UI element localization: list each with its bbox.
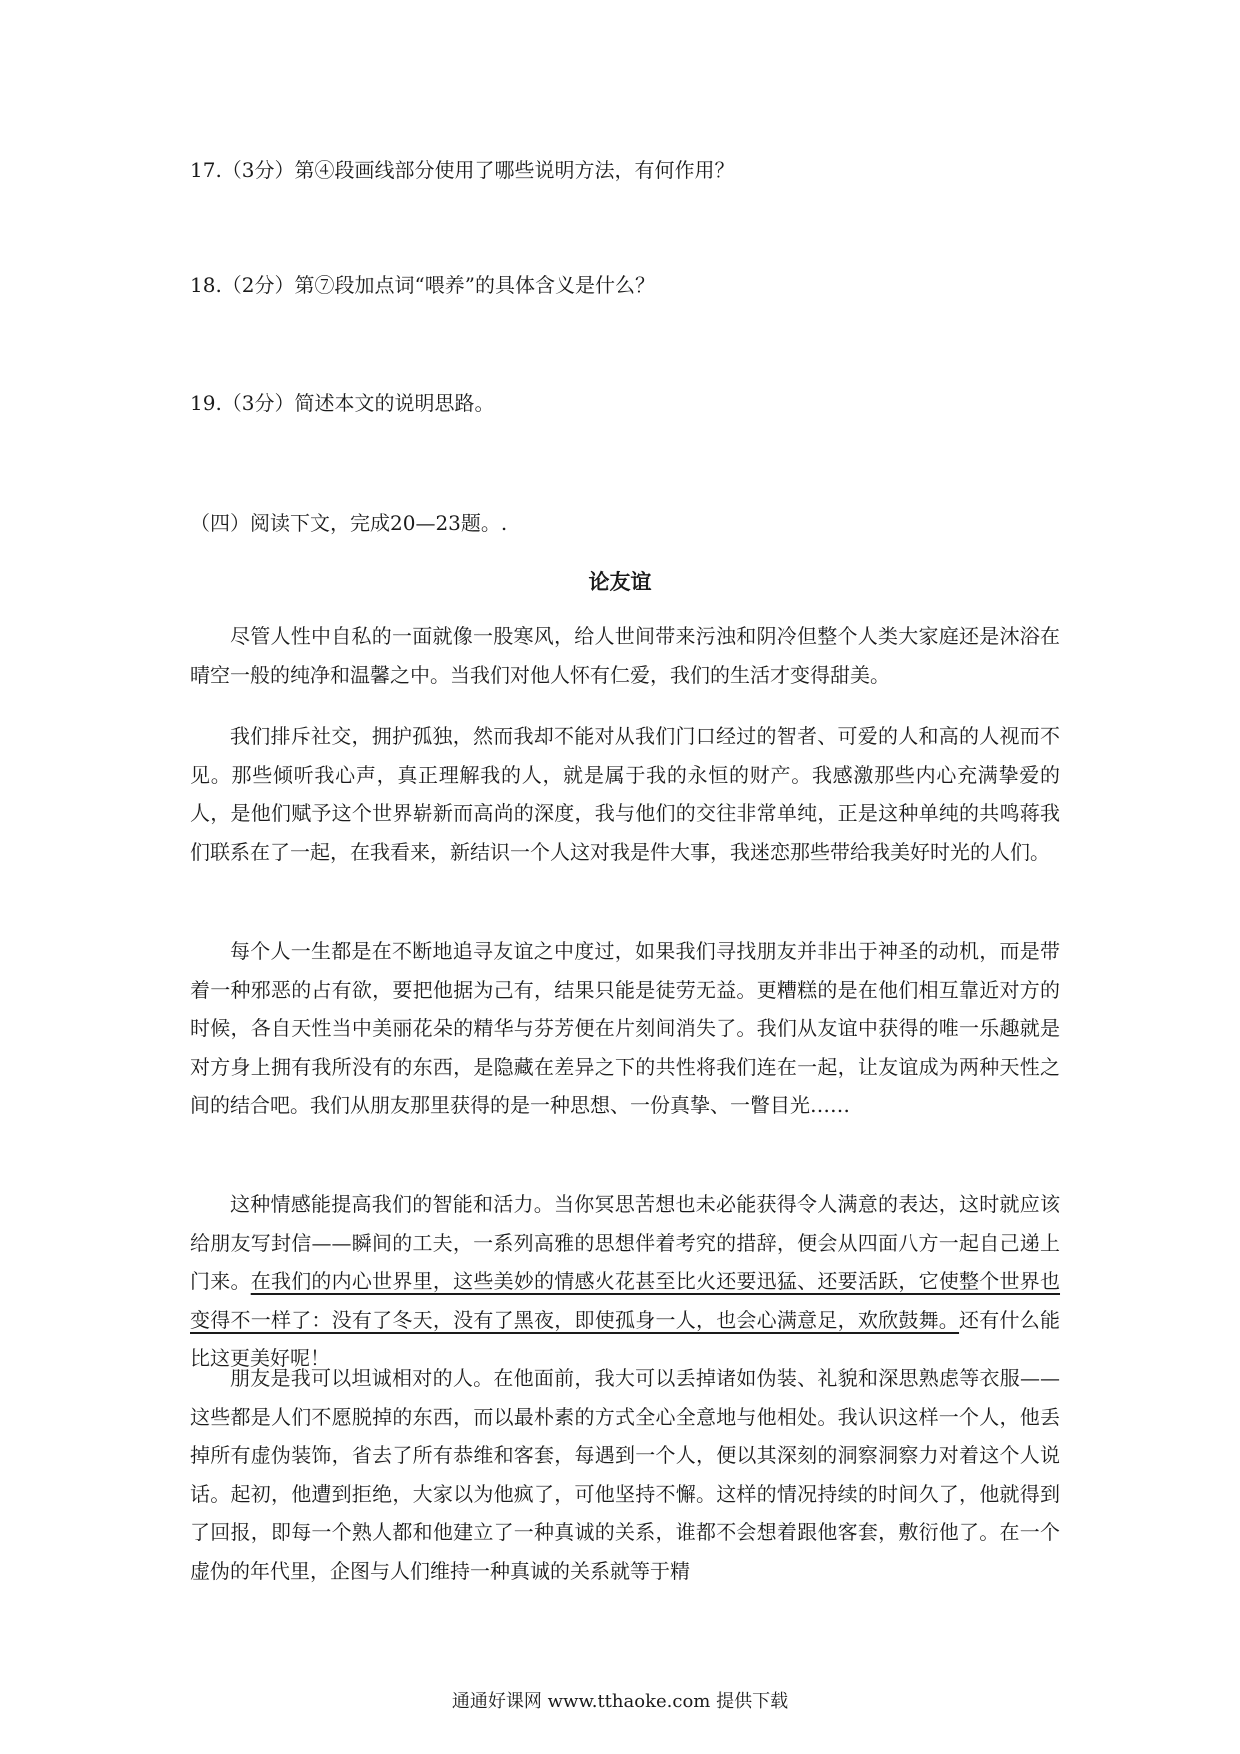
question-18: 18.（2分）第⑦段加点词“喂养”的具体含义是什么？ (190, 273, 655, 297)
question-17: 17.（3分）第④段画线部分使用了哪些说明方法，有何作用？ (190, 158, 735, 182)
paragraph-4-ending: 还有什么能比这更美好呢！ (190, 1307, 1060, 1370)
underlined-passage: 在我们的内心世界里，这些美妙的情感火花甚至比火还要迅猛、还要活跃，它使整个世界也变得不一样了：没有了冬天，没有了黑夜，即使孤身一人，也会心满意足，欢欣鼓舞。 (190, 1269, 1061, 1332)
page-footer: 通通好课网 www.tthaoke.com 提供下载 (451, 1691, 789, 1712)
article-paragraph-4 (190, 1185, 1060, 1378)
paragraph-4-intro: 这种情感能提高我们的智能和活力。当你冥思苦想也未必能获得令人满意的表达，这时就应该给朋友写封信——瞬间的工夫，一系列高雅的思想伴着考究的措辞，便会从四面八方一起自己递上门来。 (190, 1192, 1060, 1293)
article-paragraph-3: 每个人一生都是在不断地追寻友谊之中度过，如果我们寻找朋友并非出于神圣的动机，而是带着一种邪恶的占有欲，要把他据为己有，结果只能是徒劳无益。更糟糕的是在他们相互靠近对方的时候，各自天性当中美丽花朵的精华与芬芳便在片刻间消失了。我们从友谊中获得的唯一乐趣就是对方身上拥有我所没有的东西，是隐藏在差异之下的共性将我们连在一起，让友谊成为两种天性之间的结合吧。我们从朋友那里获得的是一种思想、一份真挚、一瞥目光…… (190, 939, 1060, 1117)
article-paragraph-5: 朋友是我可以坦诚相对的人。在他面前，我大可以丢掉诸如伪装、礼貌和深思熟虑等衣服——这些都是人们不愿脱掉的东西，而以最朴素的方式全心全意地与他相处。我认识这样一个人，他丢掉所有虚伪装饰，省去了所有恭维和客套，每遇到一个人，便以其深刻的洞察洞察力对着这个人说话。起初，他遭到拒绝，大家以为他疯了，可他坚持不懈。这样的情况持续的时间久了，他就得到了回报，即每一个熟人都和他建立了一种真诚的关系，谁都不会想着跟他客套，敷衍他了。在一个虚伪的年代里，企图与人们维持一种真诚的关系就等于精 (190, 1366, 1060, 1583)
article-title: 论友谊 (588, 570, 652, 594)
article-paragraph-2: 我们排斥社交，拥护孤独，然而我却不能对从我们门口经过的智者、可爱的人和高的人视而不见。那些倾听我心声，真正理解我的人，就是属于我的永恒的财产。我感激那些内心充满挚爱的人，是他们赋予这个世界崭新而高尚的深度，我与他们的交往非常单纯，正是这种单纯的共鸣蒋我们联系在了一起，在我看来，新结识一个人这对我是件大事，我迷恋那些带给我美好时光的人们。 (190, 724, 1060, 864)
section-heading: （四）阅读下文，完成20—23题。. (190, 511, 508, 535)
question-19: 19.（3分）简述本文的说明思路。 (190, 391, 495, 415)
article-paragraph-1: 尽管人性中自私的一面就像一股寒风，给人世间带来污浊和阴冷但整个人类大家庭还是沐浴在晴空一般的纯净和温馨之中。当我们对他人怀有仁爱，我们的生活才变得甜美。 (190, 624, 1060, 687)
